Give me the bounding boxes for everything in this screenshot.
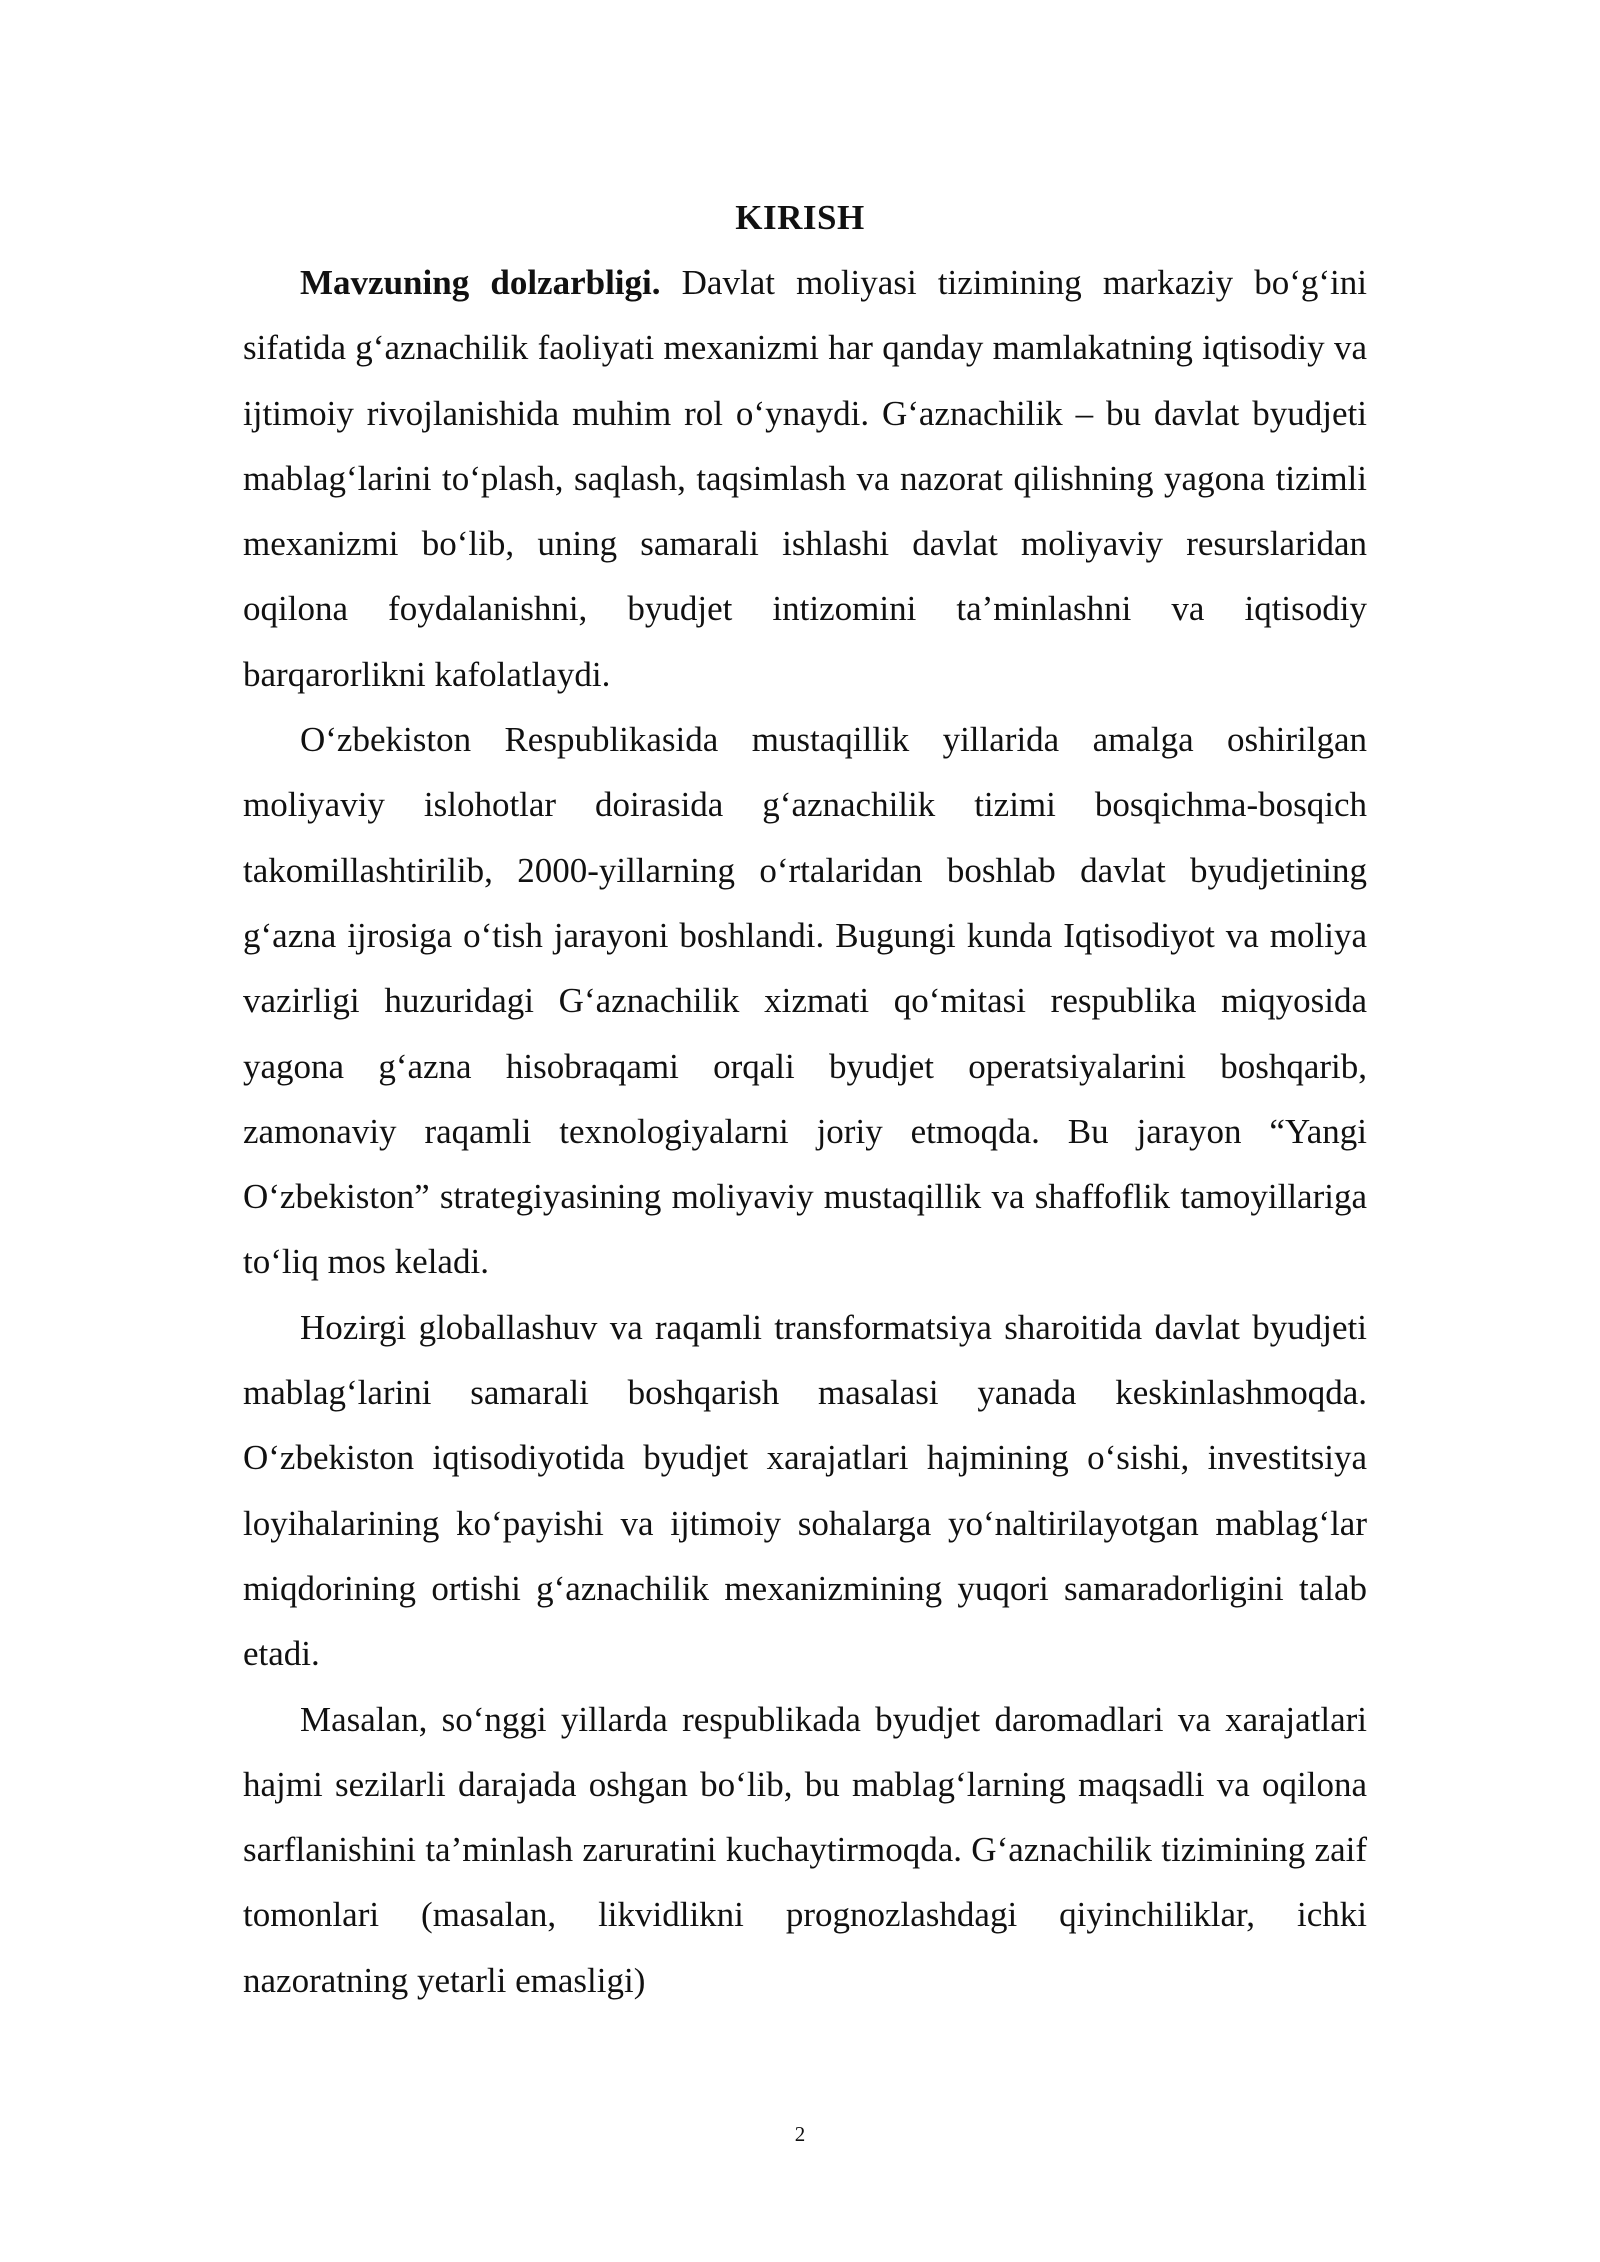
paragraph-globalization: Hozirgi globallashuv va raqamli transformatsiya sharoitida davlat byudjeti mablag‘larini samarali boshqarish masalasi yanada keskinlashmoqda. O‘zbekiston iqtisodiyotida byudjet xarajatlari hajmining o‘sishi, investitsiya loyihalarining ko‘payishi va ijtimoiy sohalarga yo‘naltirilayotgan mablag‘lar miqdorining ortishi g‘aznachilik mexanizmining yuqori samaradorligini talab etadi. <box>243 1307 1367 1674</box>
page-title: KIRISH <box>735 198 865 237</box>
paragraph-reforms: O‘zbekiston Respublikasida mustaqillik yillarida amalga oshirilgan moliyaviy islohotlar doirasida g‘aznachilik tizimi bosqichma-bosqich takomillashtirilib, 2000-yillarning o‘rtalaridan boshlab davlat byudjetining g‘azna ijrosiga o‘tish jarayoni boshlandi. Bugungi kunda Iqtisodiyot va moliya vazirligi huzuridagi G‘aznachilik xizmati qo‘mitasi respublika miqyosida yagona g‘azna hisobraqami orqali byudjet operatsiyalarini boshqarib, zamonaviy raqamli texnologiyalarni joriy etmoqda. Bu jarayon “Yangi O‘zbekiston” strategiyasining moliyaviy mustaqillik va shaffoflik tamoyillariga to‘liq mos keladi. <box>243 720 1367 1282</box>
paragraph-relevance <box>243 250 1367 707</box>
page-number: 2 <box>794 2122 806 2146</box>
paragraph-text: Davlat moliyasi tizimining markaziy bo‘g‘ini sifatida g‘aznachilik faoliyati mexanizmi har qanday mamlakatning iqtisodiy va ijtimoiy rivojlanishida muhim rol o‘ynaydi. G‘aznachilik – bu davlat byudjeti mablag‘larini to‘plash, saqlash, taqsimlash va nazorat qilishning yagona tizimli mexanizmi bo‘lib, uning samarali ishlashi davlat moliyaviy resurslaridan oqilona foydalanishni, byudjet intizomini ta’minlashni va iqtisodiy barqarorlikni kafolatlaydi. <box>243 263 1367 694</box>
paragraph-example: Masalan, so‘nggi yillarda respublikada byudjet daromadlari va xarajatlari hajmi sezilarli darajada oshgan bo‘lib, bu mablag‘larning maqsadli va oqilona sarflanishini ta’minlash zaruratini kuchaytirmoqda. G‘aznachilik tizimining zaif tomonlari (masalan, likvidlikni prognozlashdagi qiyinchiliklar, ichki nazoratning yetarli emasligi) <box>243 1699 1367 2000</box>
paragraph-lead: Mavzuning dolzarbligi. <box>300 263 661 302</box>
document-body <box>243 250 1367 2013</box>
